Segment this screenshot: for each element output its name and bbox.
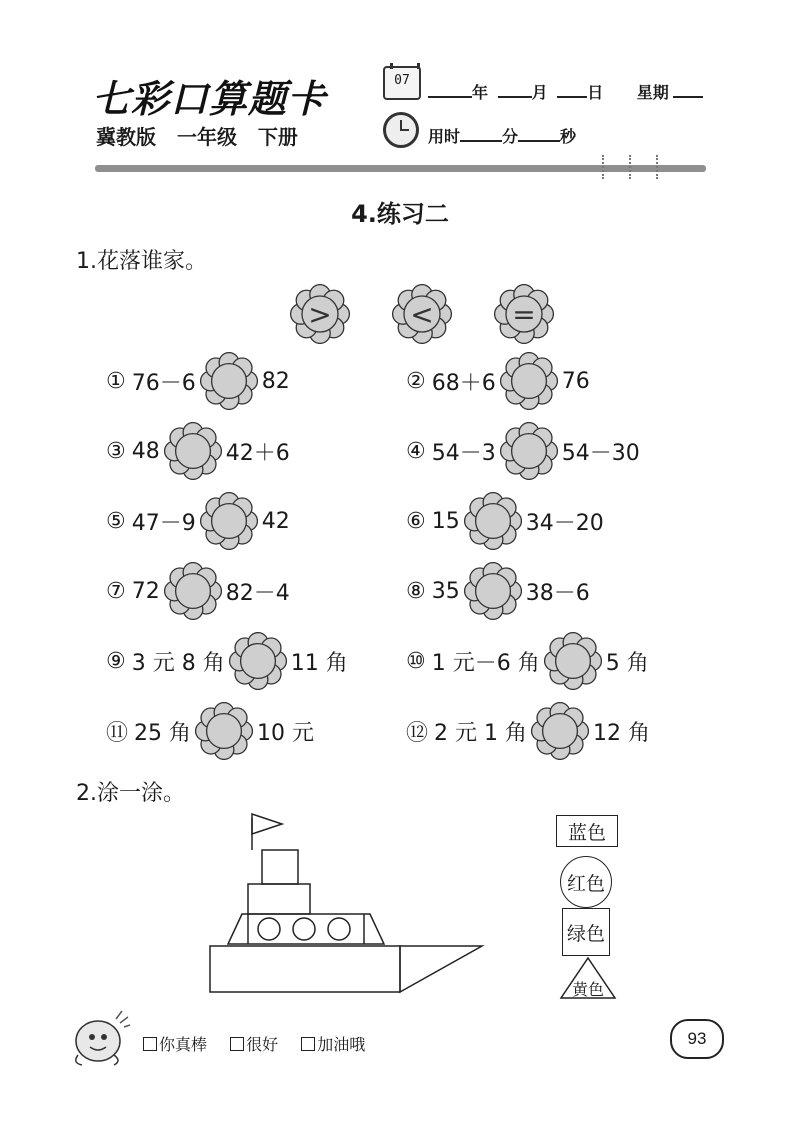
calendar-number: 07	[394, 73, 410, 88]
problem-index: ②	[406, 368, 426, 394]
problem-index: ③	[106, 438, 126, 464]
edition-label: 冀教版 一年级 下册	[96, 125, 298, 149]
legend-circle	[560, 856, 612, 908]
date-fields	[428, 80, 703, 103]
left-expression: 15	[431, 508, 460, 534]
rating-checkbox-1[interactable]	[143, 1037, 157, 1051]
problem-index: ④	[406, 438, 426, 464]
weekday-label: 星期	[636, 83, 669, 102]
ship-top-square[interactable]	[262, 850, 298, 884]
left-expression: 48	[131, 438, 160, 464]
legend-triangle-label: 黄色	[571, 979, 604, 999]
left-expression: 47－9	[131, 510, 196, 536]
problem-4	[406, 422, 640, 480]
rating-label-3: 加油哦	[317, 1035, 366, 1054]
left-expression: 3 元 8 角	[131, 650, 225, 676]
rating-checkbox-3[interactable]	[301, 1037, 315, 1051]
problem-10	[406, 632, 649, 690]
porthole-circle-2[interactable]	[293, 918, 315, 940]
right-expression: 34－20	[525, 510, 604, 536]
mascot-illustration	[68, 1005, 134, 1067]
problem-index: ⑥	[406, 508, 426, 534]
problem-3	[106, 422, 290, 480]
legend-square	[562, 908, 610, 956]
problem-index: ⑦	[106, 578, 126, 604]
weekday-blank[interactable]	[673, 82, 703, 98]
left-expression: 35	[431, 578, 460, 604]
divider-decoration	[602, 155, 683, 183]
ship-cabin-rectangle[interactable]	[248, 884, 310, 914]
left-expression: 25 角	[134, 720, 192, 746]
problem-5	[106, 492, 290, 550]
page-number: 93	[670, 1019, 724, 1059]
time-used-label: 用时	[428, 127, 461, 146]
minutes-label: 分	[502, 127, 519, 146]
problem-index: ⑤	[106, 508, 126, 534]
right-expression: 10 元	[257, 720, 315, 746]
ship-drawing	[200, 808, 490, 998]
problem-11	[106, 702, 314, 760]
rating-label-2: 很好	[246, 1035, 279, 1054]
less-than-flower[interactable]	[392, 284, 452, 344]
problem-index: ⑫	[406, 720, 429, 746]
legend-circle-label: 红色	[566, 872, 605, 895]
day-label: 日	[587, 83, 604, 102]
problem-index: ⑧	[406, 578, 426, 604]
rating-checkbox-2[interactable]	[230, 1037, 244, 1051]
brand-title: 七彩口算题卡	[92, 77, 327, 121]
hull-triangle[interactable]	[400, 946, 482, 992]
porthole-circle-1[interactable]	[258, 918, 280, 940]
answer-flower[interactable]	[500, 422, 558, 480]
legend-square-label: 绿色	[566, 922, 605, 945]
lesson-title: 4.练习二	[351, 200, 449, 228]
seconds-label: 秒	[560, 127, 577, 146]
porthole-circle-3[interactable]	[328, 918, 350, 940]
problem-index: ⑪	[106, 720, 129, 746]
answer-flower[interactable]	[464, 492, 522, 550]
problem-index: ⑨	[106, 648, 126, 674]
day-blank[interactable]	[557, 82, 587, 98]
self-rating	[143, 1032, 383, 1055]
problem-2	[406, 352, 590, 410]
month-label: 月	[531, 83, 548, 102]
symbol-label: <	[410, 297, 434, 331]
problem-index: ①	[106, 368, 126, 394]
symbol-label: >	[308, 297, 332, 331]
flag-triangle[interactable]	[252, 814, 282, 834]
right-expression: 42	[261, 508, 290, 534]
right-expression: 54－30	[561, 440, 640, 466]
right-expression: 82	[261, 368, 290, 394]
right-expression: 11 角	[290, 650, 348, 676]
calendar-icon	[383, 66, 421, 100]
legend-rectangle-label: 蓝色	[567, 821, 606, 844]
right-expression: 12 角	[593, 720, 650, 746]
problem-8	[406, 562, 590, 620]
greater-than-flower[interactable]	[290, 284, 350, 344]
year-blank[interactable]	[428, 82, 472, 98]
left-expression: 54－3	[431, 440, 496, 466]
problem-7	[106, 562, 290, 620]
answer-flower[interactable]	[195, 702, 253, 760]
right-expression: 76	[561, 368, 590, 394]
right-expression: 5 角	[605, 650, 649, 676]
right-expression: 38－6	[525, 580, 590, 606]
problem-1	[106, 352, 290, 410]
problem-12	[406, 702, 650, 760]
clock-icon	[383, 112, 419, 148]
left-expression: 76－6	[131, 370, 196, 396]
equals-flower[interactable]	[494, 284, 554, 344]
answer-flower[interactable]	[200, 492, 258, 550]
answer-flower[interactable]	[500, 352, 558, 410]
time-fields	[428, 124, 576, 147]
problem-6	[406, 492, 604, 550]
left-expression: 68＋6	[431, 370, 496, 396]
seconds-blank[interactable]	[518, 126, 560, 142]
section-1-title: 1.花落谁家。	[76, 249, 207, 274]
left-expression: 1 元－6 角	[431, 650, 540, 676]
rating-label-1: 你真棒	[159, 1035, 208, 1054]
left-expression: 2 元 1 角	[434, 720, 527, 746]
problem-9	[106, 632, 348, 690]
symbol-label: =	[512, 297, 536, 331]
right-expression: 82－4	[225, 580, 290, 606]
problem-index: ⑩	[406, 648, 426, 674]
minutes-blank[interactable]	[460, 126, 502, 142]
month-blank[interactable]	[498, 82, 532, 98]
right-expression: 42＋6	[225, 440, 290, 466]
answer-flower[interactable]	[200, 352, 258, 410]
answer-flower[interactable]	[531, 702, 589, 760]
answer-flower[interactable]	[544, 632, 602, 690]
hull-rectangle[interactable]	[210, 946, 400, 992]
legend-rectangle	[556, 815, 618, 847]
year-label: 年	[472, 83, 489, 102]
answer-flower[interactable]	[164, 562, 222, 620]
left-expression: 72	[131, 578, 160, 604]
answer-flower[interactable]	[164, 422, 222, 480]
section-2-title: 2.涂一涂。	[76, 781, 185, 806]
answer-flower[interactable]	[229, 632, 287, 690]
answer-flower[interactable]	[464, 562, 522, 620]
